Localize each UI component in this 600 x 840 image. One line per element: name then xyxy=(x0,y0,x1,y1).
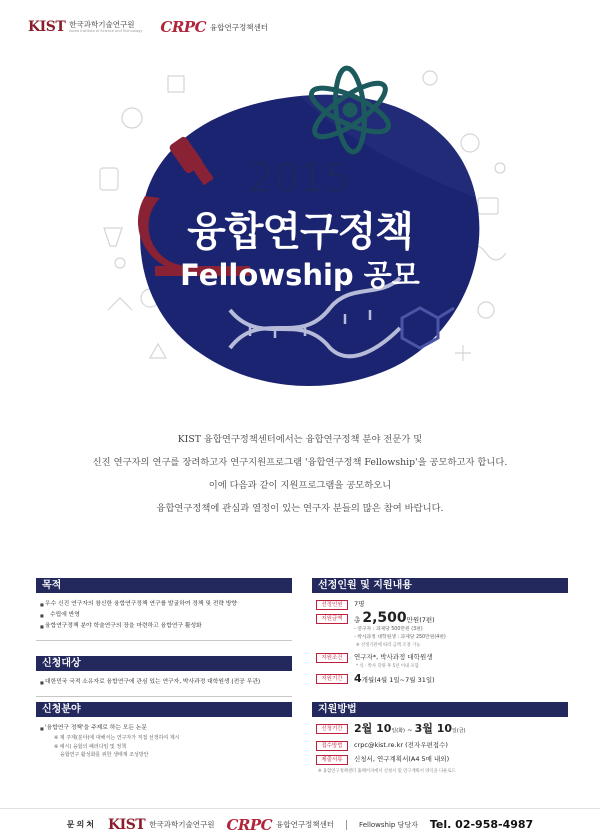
period-tag: 지원기간 xyxy=(316,674,348,684)
footer-crpc-mark: CRPC xyxy=(226,815,273,834)
apply-period-tag: 신청기간 xyxy=(316,724,348,734)
hero-title: 융합연구정책 xyxy=(187,209,413,255)
footer-kist-logo xyxy=(108,817,214,833)
method-heading: 지원방법 xyxy=(312,702,568,717)
crpc-logo xyxy=(160,18,268,36)
submission-method-tag: 접수방법 xyxy=(316,741,348,751)
selection-count-row xyxy=(316,599,564,610)
funding-tag: 지원금액 xyxy=(316,614,348,624)
documents-row xyxy=(316,754,564,765)
intro-line: 이에 다음과 같이 지원프로그램을 공모하오니 xyxy=(208,480,392,491)
purpose-item: ■ 우수 신진 연구자의 참신한 융합연구정책 연구를 발굴하여 정책 및 전략 방향 xyxy=(40,599,288,610)
field-note: ※ 제 주제(분야)에 대해서는 연구자가 직접 선정하여 제시 xyxy=(54,735,180,741)
purpose-section xyxy=(36,578,292,641)
submission-method-row xyxy=(316,740,564,751)
apply-end: 3월 10 xyxy=(414,722,453,735)
field-example: ※ 예시) 융합의 패러다임 및 정책 xyxy=(54,743,127,750)
hero-subtitle: Fellowship 공모 xyxy=(180,258,420,292)
selection-section xyxy=(312,578,568,693)
field-example-2: 융합연구 활성화를 위한 생태계 조성방안 xyxy=(60,752,149,758)
applicants-item: ■ 대한민국 국적 소유자로 융합연구에 관심 있는 연구자, 박사과정 대학원생 (전공 무관) xyxy=(40,677,288,688)
footer-kist-name: 한국과학기술연구원 xyxy=(149,820,215,829)
crpc-logo-mark: CRPC xyxy=(160,18,207,36)
intro-line: 신진 연구자의 연구를 장려하고자 연구지원프로그램 '융합연구정책 Fellowship'을 공모하고자 합니다. xyxy=(92,457,508,468)
footer-crpc-name: 융합연구정책센터 xyxy=(276,820,335,829)
funding-detail-student: - 박사과정 대학원생 : 과제당 250만원(4편) xyxy=(354,635,446,640)
purpose-heading: 목적 xyxy=(36,578,292,593)
footer-phone[interactable]: Tel. 02-958-4987 xyxy=(429,818,534,831)
footer-contact: Fellowship 담당자 xyxy=(359,820,418,829)
section-divider xyxy=(36,640,292,641)
funding-prefix: 총 xyxy=(354,616,361,624)
funding-note: ※ 선정기관에 따라 금액 조정 가능 xyxy=(356,643,421,648)
funding-row xyxy=(316,610,564,649)
field-main: ■ '융합연구 정책'을 주제로 하는 모든 논문 xyxy=(40,723,288,734)
funding-unit: 만원(7편) xyxy=(406,616,435,624)
documents-tag: 제출서류 xyxy=(316,755,348,765)
footer-crpc-logo xyxy=(226,816,334,834)
hero-graphic xyxy=(0,48,600,408)
intro-line: 융합연구정책에 관심과 열정이 있는 연구자 분들의 많은 참여 바랍니다. xyxy=(156,503,444,514)
selection-heading: 선정인원 및 지원내용 xyxy=(312,578,568,593)
apply-start: 2월 10 xyxy=(354,722,392,735)
apply-separator: ~ xyxy=(407,726,413,734)
purpose-item-cont-text: 수립에 반영 xyxy=(50,612,80,618)
footer xyxy=(0,808,600,840)
applicants-section xyxy=(36,656,292,697)
apply-end-day: 일(금) xyxy=(452,728,466,734)
submission-email[interactable]: crpc@kist.re.kr (전자우편접수) xyxy=(354,741,448,749)
footer-label: 문의처 xyxy=(66,820,96,829)
purpose-item: ■ 융합연구정책 분야 학술연구의 장을 마련하고 융합연구 활성화 xyxy=(40,621,288,632)
eligibility-value: 연구자*, 박사과정 대학원생 xyxy=(354,653,433,661)
period-months: 4 xyxy=(354,672,362,685)
footer-separator xyxy=(346,820,347,830)
purpose-item-cont xyxy=(40,610,288,621)
funding-detail-researcher: - 연구자 : 과제당 500만원 (3편) xyxy=(354,627,423,632)
period-value: 개월(4월 1일~7월 31일) xyxy=(361,676,435,684)
section-divider xyxy=(36,696,292,697)
funding-amount: 2,500 xyxy=(362,610,407,626)
period-row xyxy=(316,673,564,686)
crpc-logo-name: 융합연구정책센터 xyxy=(210,22,268,32)
hero-year: 2015 xyxy=(249,156,351,200)
kist-logo-name: 한국과학기술연구원 xyxy=(69,20,135,29)
method-note: ※ 융합연구정책센터 홈페이지에서 신청서 및 연구계획서 양식을 다운로드 xyxy=(318,769,456,774)
kist-logo-subtitle: Korea Institute of Science and Technology xyxy=(69,28,143,33)
field-heading: 신청분야 xyxy=(36,702,292,717)
applicants-heading: 신청대상 xyxy=(36,656,292,671)
documents-value: 신청서, 연구계획서(A4 5매 내외) xyxy=(354,755,450,763)
selection-count-value: 7명 xyxy=(354,600,365,608)
eligibility-tag: 지원조건 xyxy=(316,653,348,663)
kist-logo xyxy=(28,19,142,35)
selection-count-tag: 선정인원 xyxy=(316,600,348,610)
footer-kist-mark: KIST xyxy=(107,816,146,833)
kist-logo-mark: KIST xyxy=(28,19,66,35)
apply-start-day: 일(화) xyxy=(391,728,405,734)
intro-text xyxy=(0,428,600,520)
eligibility-note: * 석 · 박사 학위 후 5년 이내 포함 xyxy=(356,664,419,669)
intro-line: KIST 융합연구정책센터에서는 융합연구정책 분야 전문가 및 xyxy=(177,434,423,445)
eligibility-row xyxy=(316,652,564,670)
apply-period-row xyxy=(316,723,564,737)
header xyxy=(28,18,268,36)
field-section xyxy=(36,702,292,764)
method-section xyxy=(312,702,568,779)
